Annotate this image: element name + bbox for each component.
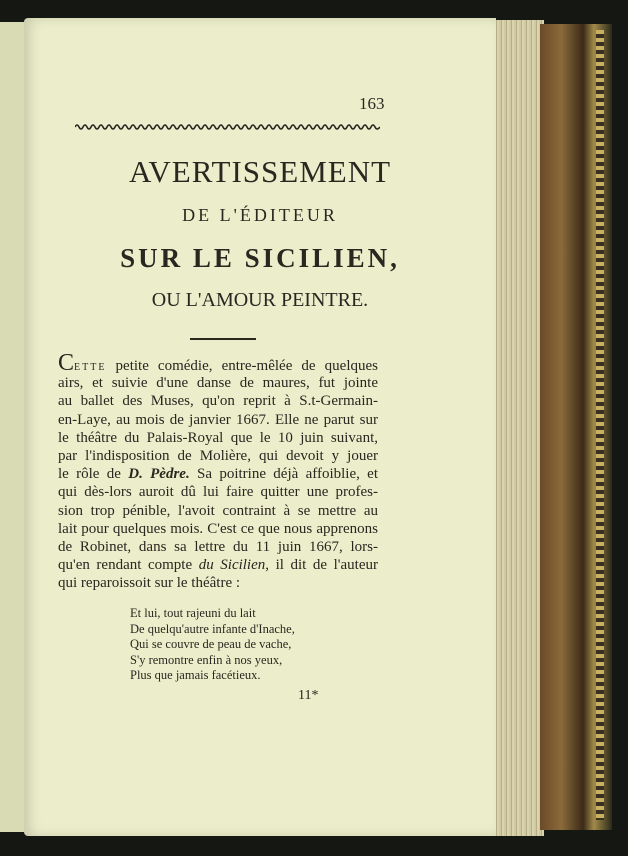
text-segment: Sa poitrine déjà affoiblie, et — [189, 466, 378, 483]
text-line: sion trop pénible, l'avoit contraint à se mettre au — [58, 502, 378, 519]
page-number: 163 — [359, 94, 385, 113]
text-line: le théâtre du Palais-Royal que le 10 juin suivant, — [58, 429, 378, 446]
gilt-spine-decoration — [596, 30, 604, 820]
decorative-wavy-rule — [75, 123, 380, 131]
text-line: qui reparoissoit sur le théâtre : — [58, 575, 241, 592]
subtitle: DE L'ÉDITEUR — [182, 205, 338, 225]
text-line: de Robinet, dans sa lettre du 11 juin 1667, lors- — [58, 538, 378, 555]
text-line — [58, 465, 378, 483]
subheading: OU L'AMOUR PEINTRE. — [151, 289, 369, 311]
text-segment: le rôle de — [58, 466, 129, 483]
text-segment: , il dit de l'auteur — [265, 557, 378, 574]
divider — [190, 338, 256, 340]
text-segment: qu'en rendant compte — [58, 557, 199, 574]
text-line: airs, et suivie d'une danse de maures, fut jointe — [58, 375, 378, 392]
verse-line: Plus que jamais facétieux. — [130, 668, 261, 683]
verse-line: S'y remontre enfin à nos yeux, — [130, 652, 283, 667]
text-line: lait pour quelques mois. C'est ce que nous apprenons — [58, 520, 378, 537]
text-line: en-Laye, au mois de janvier 1667. Elle ne parut sur — [58, 411, 378, 428]
facing-page-edge — [0, 22, 27, 832]
verse-line: Et lui, tout rajeuni du lait — [130, 606, 256, 620]
book-page — [24, 18, 496, 836]
text-line: par l'indisposition de Molière, qui devoit y jouer — [58, 447, 378, 464]
heading: SUR LE SICILIEN, — [120, 243, 400, 273]
verse-quote — [130, 606, 295, 684]
title: AVERTISSEMENT — [128, 154, 392, 189]
text-segment: petite comédie, entre-mêlée de quelques — [106, 358, 378, 374]
verse-line: Qui se couvre de peau de vache, — [130, 637, 292, 652]
italic-name: D. Pèdre. — [128, 466, 190, 483]
italic-title: du Sicilien — [198, 557, 266, 574]
text-line — [58, 556, 378, 574]
body-text — [58, 350, 378, 592]
text-line: au ballet des Muses, qu'on reprit à S.t-Germain- — [58, 393, 378, 410]
verse-line: De quelqu'autre infante d'Inache, — [130, 621, 295, 636]
signature-mark: 11* — [298, 688, 319, 703]
page-edges — [494, 20, 544, 836]
small-caps: ETTE — [74, 362, 107, 373]
drop-cap: C — [58, 350, 75, 376]
text-line: qui dès-lors auroit dû lui faire quitter une profes- — [58, 484, 378, 501]
text-line — [58, 350, 378, 376]
